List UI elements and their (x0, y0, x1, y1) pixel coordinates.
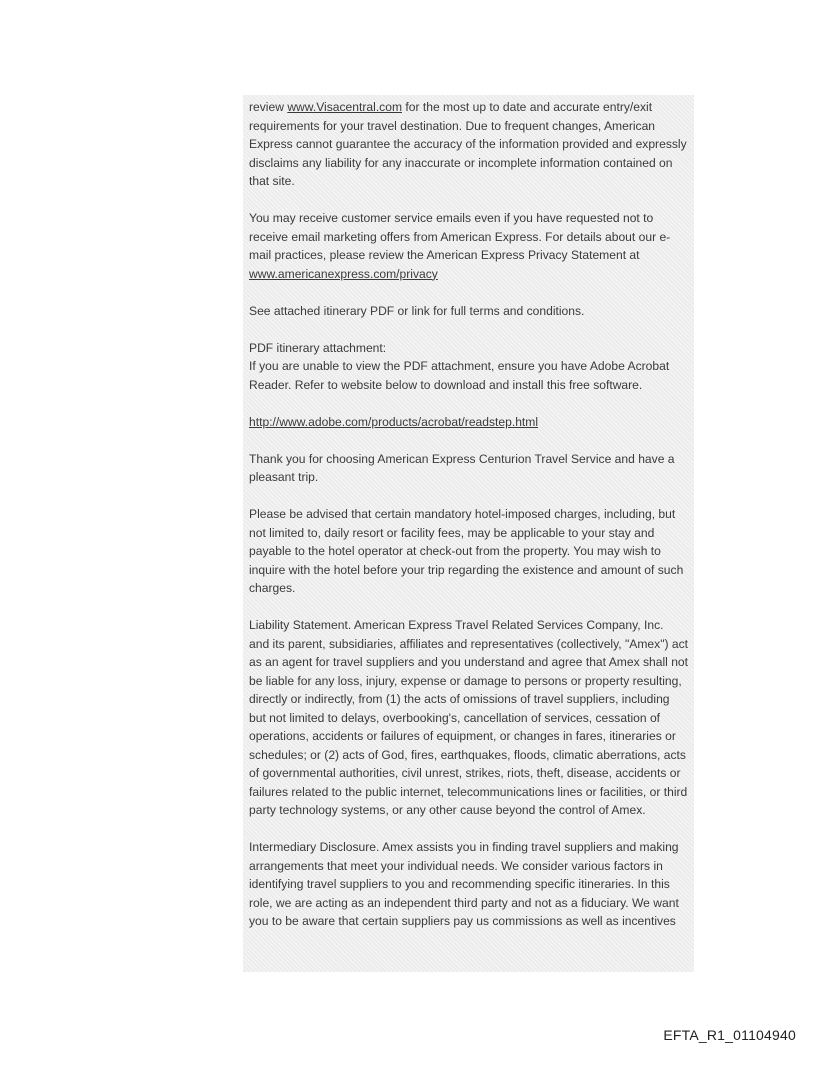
text-line: you to be aware that certain suppliers pay us commissions as well as incentives (249, 914, 676, 928)
text-line: of governmental authorities, civil unrest, strikes, riots, theft, disease, accidents or (249, 766, 681, 780)
text-line: be liable for any loss, injury, expense or damage to persons or property resulting, (249, 673, 682, 688)
text-line: Reader. Refer to website below to download and install this free software. (249, 377, 643, 392)
line-text: review (249, 100, 288, 114)
text-line: directly or indirectly, from (1) the acts of omissions of travel suppliers, including (249, 692, 670, 706)
text-line: mail practices, please review the American Express Privacy Statement at (249, 248, 640, 262)
text-line: You may receive customer service emails even if you have requested not to (249, 211, 654, 225)
text-line: arrangements that meet your individual needs. We consider various factors in (249, 858, 663, 873)
text-line: Intermediary Disclosure. Amex assists you in finding travel suppliers and making (249, 840, 679, 854)
body-paragraph (249, 413, 690, 432)
text-line: role, we are acting as an independent third party and not as a fiduciary. We want (249, 895, 679, 910)
body-paragraph (249, 98, 690, 191)
text-line: Liability Statement. American Express Travel Related Services Company, Inc. (249, 618, 664, 632)
email-body-text-panel (243, 95, 694, 972)
hyperlink[interactable]: www.americanexpress.com/privacy (249, 266, 438, 281)
text-line: identifying travel suppliers to you and recommending specific itineraries. In this (249, 877, 670, 891)
text-line: schedules; or (2) acts of God, fires, earthquakes, floods, climatic aberrations, acts (249, 747, 686, 762)
text-line: requirements for your travel destination. Due to frequent changes, American (249, 118, 656, 133)
line-text: for the most up to date and accurate entry/exit (402, 100, 653, 114)
text-line: that site. (249, 174, 295, 188)
hyperlink[interactable]: http://www.adobe.com/products/acrobat/readstep.html (249, 414, 539, 429)
text-line: See attached itinerary PDF or link for full terms and conditions. (249, 303, 585, 318)
document-id-stamp: EFTA_R1_01104940 (663, 1027, 796, 1043)
body-paragraph (249, 838, 690, 931)
body-paragraph (249, 339, 690, 395)
text-line: PDF itinerary attachment: (249, 340, 387, 355)
body-paragraph (249, 616, 690, 820)
text-line: disclaims any liability for any inaccurate or incomplete information contained on (249, 155, 673, 170)
text-line: If you are unable to view the PDF attachment, ensure you have Adobe Acrobat (249, 359, 670, 373)
text-line: operations, accidents or failures of equipment, or changes in fares, itineraries or (249, 729, 676, 743)
text-line: but not limited to delays, overbooking's, cancellation of services, cessation of (249, 710, 661, 725)
text-line: and its parent, subsidiaries, affiliates and representatives (collectively, "Amex") act (249, 636, 689, 651)
text-line: Please be advised that certain mandatory hotel-imposed charges, including, but (249, 507, 676, 521)
hyperlink[interactable]: www.Visacentral.com (287, 100, 403, 114)
body-paragraph (249, 450, 690, 487)
text-line: as an agent for travel suppliers and you understand and agree that Amex shall not (249, 655, 689, 669)
text-line: payable to the hotel operator at check-out from the property. You may wish to (249, 544, 661, 558)
text-line: Express cannot guarantee the accuracy of the information provided and expressly (249, 137, 687, 151)
text-line: failures related to the public internet, telecommunications lines or facilities, or third (249, 784, 688, 799)
text-line: Thank you for choosing American Express Centurion Travel Service and have a (249, 451, 675, 466)
text-line: pleasant trip. (249, 470, 319, 484)
text-line (249, 265, 690, 284)
text-line: receive email marketing offers from American Express. For details about our e- (249, 229, 671, 244)
text-line: charges. (249, 581, 296, 595)
body-paragraph (249, 302, 690, 321)
text-line: not limited to, daily resort or facility fees, may be applicable to your stay and (249, 525, 655, 540)
text-line (249, 98, 690, 117)
text-line (249, 413, 690, 432)
text-line: inquire with the hotel before your trip regarding the existence and amount of such (249, 562, 684, 577)
body-paragraph (249, 209, 690, 283)
text-line: party technology systems, or any other cause beyond the control of Amex. (249, 803, 646, 817)
body-paragraph (249, 505, 690, 598)
